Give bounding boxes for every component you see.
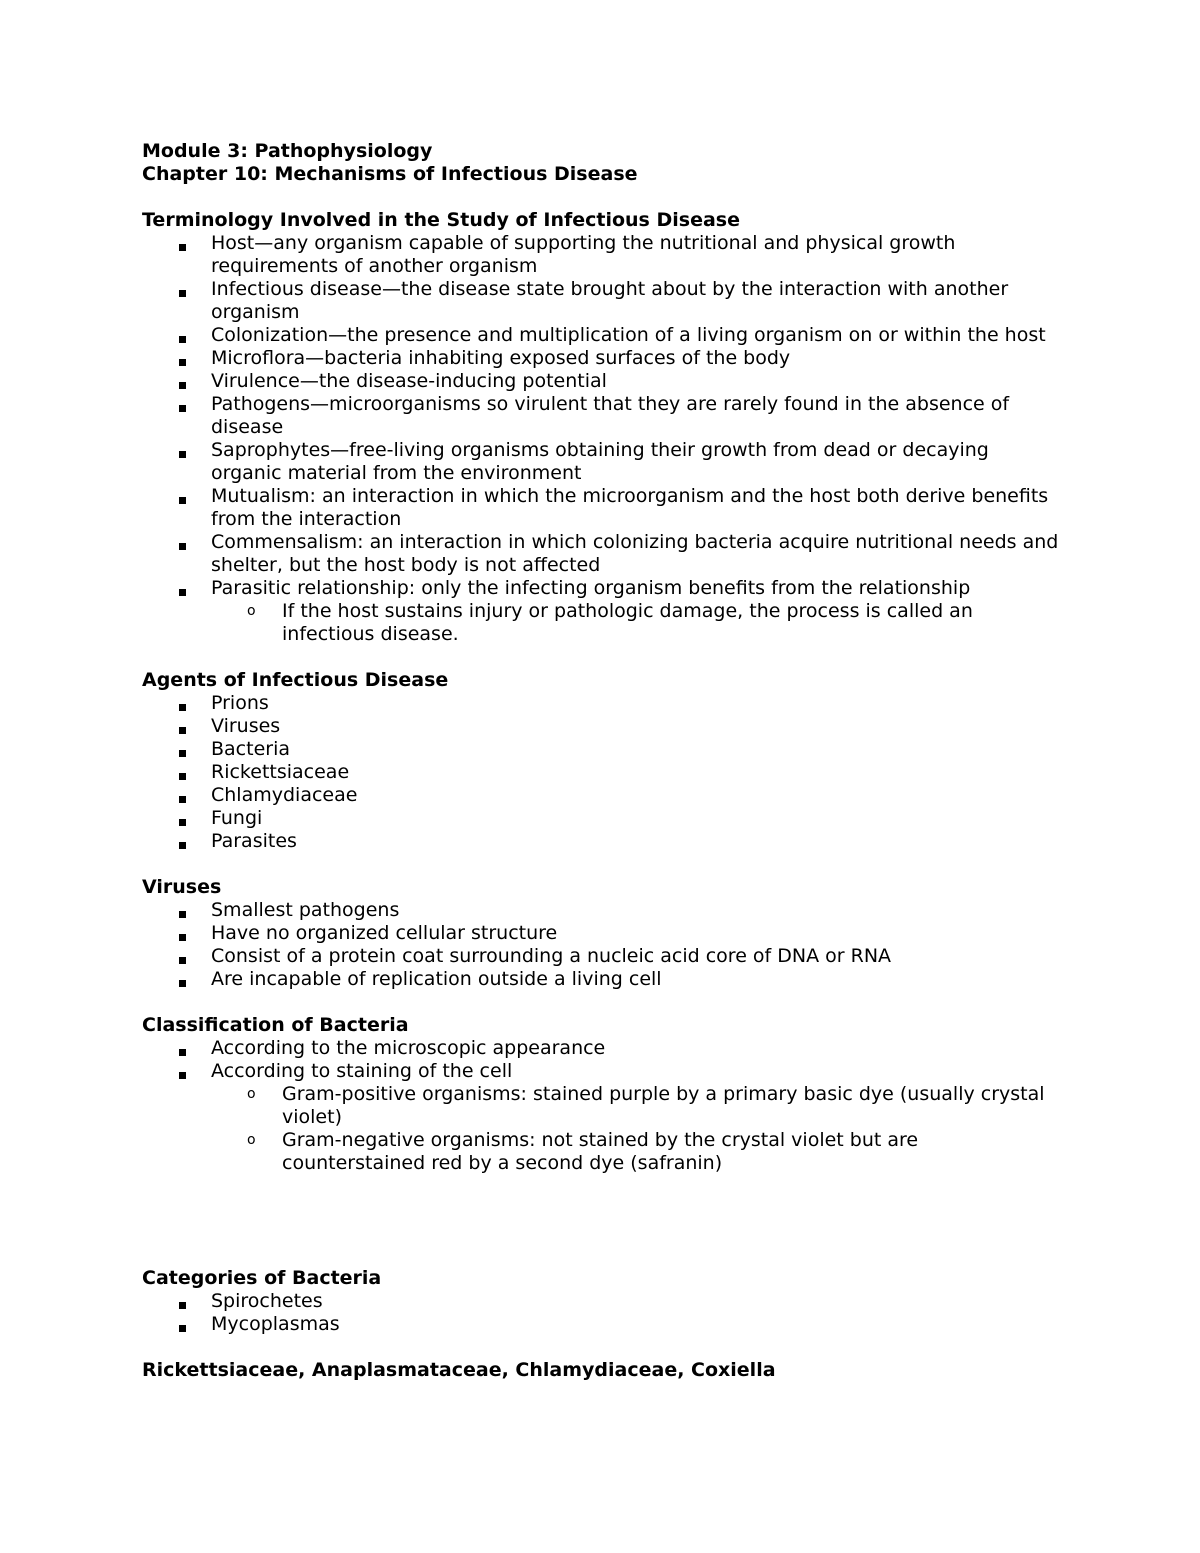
- spacer: [142, 186, 1062, 209]
- list-item-text: Parasitic relationship: only the infecting organism benefits from the relationship: [211, 577, 971, 599]
- list-item-text: Mutualism: an interaction in which the microorganism and the host both derive benefits from the interaction: [211, 485, 1049, 530]
- square-bullet-icon: [176, 485, 188, 508]
- viruses-list: [142, 899, 1062, 991]
- categories-list: [142, 1290, 1062, 1336]
- section-heading-viruses: Viruses: [142, 876, 222, 898]
- list-item: [142, 784, 1062, 807]
- list-item: [142, 531, 1062, 577]
- list-item: [142, 485, 1062, 531]
- square-bullet-icon: [176, 1060, 188, 1083]
- circle-bullet-icon: o: [247, 1086, 256, 1102]
- list-item: [142, 738, 1062, 761]
- square-bullet-icon: [176, 830, 188, 853]
- sub-list: [211, 1083, 1062, 1175]
- list-item-text: Spirochetes: [211, 1290, 323, 1312]
- classification-list: [142, 1037, 1062, 1175]
- square-bullet-icon: [176, 807, 188, 830]
- sub-list-item: [211, 1129, 1062, 1175]
- list-item-text: Viruses: [211, 715, 281, 737]
- square-bullet-icon: [176, 922, 188, 945]
- list-item: [142, 324, 1062, 347]
- list-item-text: Saprophytes—free-living organisms obtaining their growth from dead or decaying organic material from the environment: [211, 439, 989, 484]
- list-item: [142, 393, 1062, 439]
- square-bullet-icon: [176, 278, 188, 301]
- list-item-text: Consist of a protein coat surrounding a nucleic acid core of DNA or RNA: [211, 945, 892, 967]
- list-item: [142, 1060, 1062, 1175]
- square-bullet-icon: [176, 1290, 188, 1313]
- square-bullet-icon: [176, 715, 188, 738]
- square-bullet-icon: [176, 738, 188, 761]
- square-bullet-icon: [176, 761, 188, 784]
- list-item: [142, 945, 1062, 968]
- list-item-text: Prions: [211, 692, 269, 714]
- module-title: Module 3: Pathophysiology: [142, 140, 433, 162]
- list-item-text: Chlamydiaceae: [211, 784, 358, 806]
- list-item-text: Host—any organism capable of supporting the nutritional and physical growth requirements of another organism: [211, 232, 956, 277]
- list-item-text: Pathogens—microorganisms so virulent that they are rarely found in the absence of disease: [211, 393, 1010, 438]
- list-item: [142, 922, 1062, 945]
- sub-list-item: [211, 1083, 1062, 1129]
- spacer: [142, 1336, 1062, 1359]
- list-item: [142, 692, 1062, 715]
- list-item-text: Fungi: [211, 807, 263, 829]
- square-bullet-icon: [176, 393, 188, 416]
- agents-list: [142, 692, 1062, 853]
- sub-list-item-text: Gram-negative organisms: not stained by the crystal violet but are counterstained red by a second dye (safranin): [282, 1129, 919, 1174]
- sub-list-item: [211, 600, 1062, 646]
- circle-bullet-icon: o: [247, 1132, 256, 1148]
- list-item-text: According to staining of the cell: [211, 1060, 513, 1082]
- list-item-text: Parasites: [211, 830, 297, 852]
- section-heading-classification: Classification of Bacteria: [142, 1014, 409, 1036]
- sub-list-item-text: Gram-positive organisms: stained purple by a primary basic dye (usually crystal violet): [282, 1083, 1045, 1128]
- square-bullet-icon: [176, 899, 188, 922]
- list-item-text: Are incapable of replication outside a living cell: [211, 968, 662, 990]
- document-page: [142, 140, 1062, 1382]
- list-item: [142, 232, 1062, 278]
- square-bullet-icon: [176, 945, 188, 968]
- sub-list: [211, 600, 1062, 646]
- list-item-text: According to the microscopic appearance: [211, 1037, 606, 1059]
- square-bullet-icon: [176, 577, 188, 600]
- list-item: [142, 278, 1062, 324]
- square-bullet-icon: [176, 439, 188, 462]
- section-heading-categories: Categories of Bacteria: [142, 1267, 382, 1289]
- list-item-text: Infectious disease—the disease state brought about by the interaction with another organism: [211, 278, 1009, 323]
- list-item: [142, 807, 1062, 830]
- list-item: [142, 1037, 1062, 1060]
- list-item: [142, 899, 1062, 922]
- list-item: [142, 761, 1062, 784]
- list-item: [142, 968, 1062, 991]
- square-bullet-icon: [176, 324, 188, 347]
- square-bullet-icon: [176, 232, 188, 255]
- list-item: [142, 439, 1062, 485]
- list-item-text: Smallest pathogens: [211, 899, 400, 921]
- square-bullet-icon: [176, 531, 188, 554]
- square-bullet-icon: [176, 347, 188, 370]
- square-bullet-icon: [176, 692, 188, 715]
- list-item-text: Microflora—bacteria inhabiting exposed surfaces of the body: [211, 347, 791, 369]
- sub-list-item-text: If the host sustains injury or pathologic damage, the process is called an infectious disease.: [282, 600, 973, 645]
- square-bullet-icon: [176, 1037, 188, 1060]
- list-item-text: Virulence—the disease-inducing potential: [211, 370, 607, 392]
- spacer: [142, 646, 1062, 669]
- list-item-text: Rickettsiaceae: [211, 761, 350, 783]
- list-item-text: Colonization—the presence and multiplication of a living organism on or within the host: [211, 324, 1046, 346]
- list-item: [142, 347, 1062, 370]
- spacer: [142, 991, 1062, 1014]
- list-item-text: Commensalism: an interaction in which colonizing bacteria acquire nutritional needs and shelter, but the host body is not affected: [211, 531, 1059, 576]
- list-item: [142, 715, 1062, 738]
- chapter-title: Chapter 10: Mechanisms of Infectious Disease: [142, 163, 638, 185]
- list-item: [142, 1313, 1062, 1336]
- section-heading-agents: Agents of Infectious Disease: [142, 669, 449, 691]
- square-bullet-icon: [176, 968, 188, 991]
- list-item-text: Bacteria: [211, 738, 290, 760]
- square-bullet-icon: [176, 370, 188, 393]
- terminology-list: [142, 232, 1062, 646]
- list-item: [142, 1290, 1062, 1313]
- list-item: [142, 370, 1062, 393]
- square-bullet-icon: [176, 784, 188, 807]
- circle-bullet-icon: o: [247, 603, 256, 619]
- list-item-text: Have no organized cellular structure: [211, 922, 558, 944]
- square-bullet-icon: [176, 1313, 188, 1336]
- section-heading-terminology: Terminology Involved in the Study of Infectious Disease: [142, 209, 740, 231]
- spacer: [142, 1175, 1062, 1267]
- list-item: [142, 577, 1062, 646]
- section-heading-rickettsiaceae: Rickettsiaceae, Anaplasmataceae, Chlamydiaceae, Coxiella: [142, 1359, 776, 1381]
- list-item: [142, 830, 1062, 853]
- list-item-text: Mycoplasmas: [211, 1313, 340, 1335]
- spacer: [142, 853, 1062, 876]
